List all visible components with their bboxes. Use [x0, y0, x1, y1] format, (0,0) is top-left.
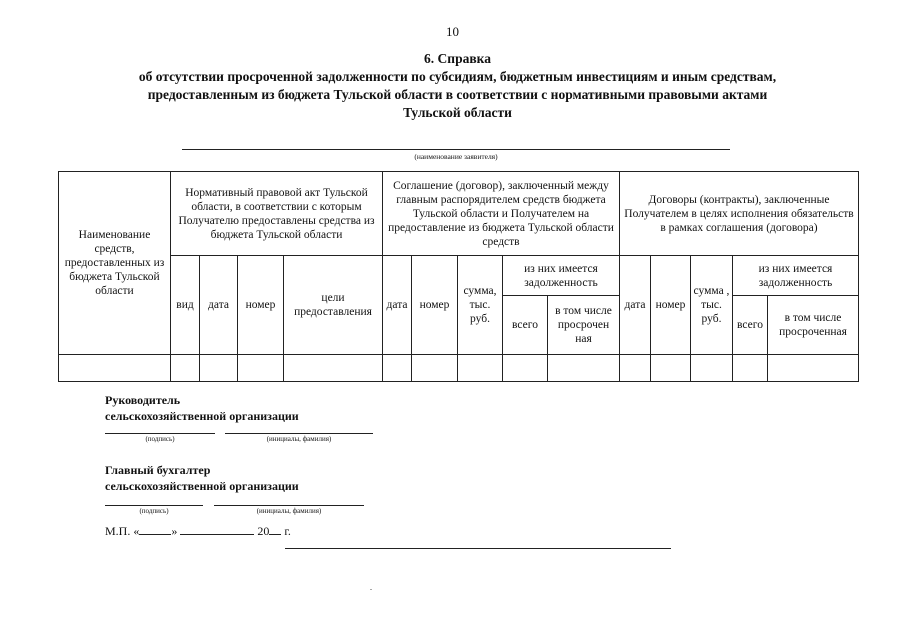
head-signature-line [105, 433, 215, 434]
header-type: вид [171, 256, 200, 355]
table-cell [548, 355, 620, 382]
header-debt-2: из них имеется задолженность [503, 256, 620, 296]
stamp-prefix: М.П. « [105, 524, 140, 538]
table-cell [691, 355, 733, 382]
month-blank [180, 523, 254, 535]
accountant-organization: сельскохозяйственной организации [105, 479, 299, 493]
page-number: 10 [446, 24, 459, 39]
header-contracts: Договоры (контракты), заключенные Получателем в целях исполнения обязательств в рамках соглашения (договора) [620, 172, 859, 256]
document-title: 6. Справка [424, 51, 491, 66]
header-date-3: дата [620, 256, 651, 355]
bottom-rule [285, 548, 671, 549]
stamp-date-line [105, 523, 291, 539]
header-debt-3: из них имеется задолженность [733, 256, 859, 296]
accountant-signature-line [105, 505, 203, 506]
reference-table [58, 171, 859, 382]
header-total-3: всего [733, 296, 768, 355]
header-legal-act: Нормативный правовой акт Тульской области, в соответствии с которым Получателю предоставлены средства из бюджета Тульской области [171, 172, 383, 256]
table-cell [768, 355, 859, 382]
header-funds-name: Наименование средств, предоставленных из бюджета Тульской области [59, 172, 171, 355]
accountant-title: Главный бухгалтер [105, 463, 211, 477]
header-agreement: Соглашение (договор), заключенный между главным распорядителем средств бюджета Тульской области и Получателем на предоставление из бюджета Тульской области средств [383, 172, 620, 256]
applicant-caption: (наименование заявителя) [414, 152, 498, 161]
accountant-signature-caption: (подпись) [139, 507, 169, 515]
table-cell [733, 355, 768, 382]
head-organization: сельскохозяйственной организации [105, 409, 299, 423]
accountant-name-caption: (инициалы, фамилия) [256, 507, 322, 515]
table-cell [503, 355, 548, 382]
header-number-3: номер [651, 256, 691, 355]
table-row [59, 355, 859, 382]
accountant-name-line [214, 505, 364, 506]
head-name-line [225, 433, 373, 434]
table-cell [620, 355, 651, 382]
quote-close: » [171, 524, 178, 538]
head-title: Руководитель [105, 393, 181, 407]
head-name-caption: (инициалы, фамилия) [266, 435, 332, 443]
year-blank [269, 523, 281, 535]
header-overdue-3: в том числе просроченная [768, 296, 859, 355]
header-date-1: дата [200, 256, 238, 355]
header-total-2: всего [503, 296, 548, 355]
header-overdue-2: в том числе просрочен ная [548, 296, 620, 355]
document-subtitle-line-2: предоставленным из бюджета Тульской области в соответствии с нормативными правовыми актами [147, 87, 768, 102]
document-subtitle-line-1: об отсутствии просроченной задолженности по субсидиям, бюджетным инвестициям и иным средствам, [138, 69, 777, 84]
table-cell [284, 355, 383, 382]
header-sum-3: сумма , тыс. руб. [691, 256, 733, 355]
table-cell [412, 355, 458, 382]
table-cell [383, 355, 412, 382]
header-sum-2: сумма, тыс. руб. [458, 256, 503, 355]
header-purpose: цели предоставления [284, 256, 383, 355]
head-signature-caption: (подпись) [145, 435, 175, 443]
year-prefix: 20 [257, 524, 270, 538]
header-number-1: номер [238, 256, 284, 355]
table-cell [651, 355, 691, 382]
document-subtitle-line-3: Тульской области [403, 105, 512, 120]
table-cell [458, 355, 503, 382]
table-cell [200, 355, 238, 382]
header-number-2: номер [412, 256, 458, 355]
year-suffix: г. [284, 524, 291, 538]
table-cell [171, 355, 200, 382]
table-cell [59, 355, 171, 382]
day-blank [139, 523, 171, 535]
table-cell [238, 355, 284, 382]
applicant-name-line [182, 149, 730, 150]
scan-speck: . [370, 583, 372, 592]
header-date-2: дата [383, 256, 412, 355]
